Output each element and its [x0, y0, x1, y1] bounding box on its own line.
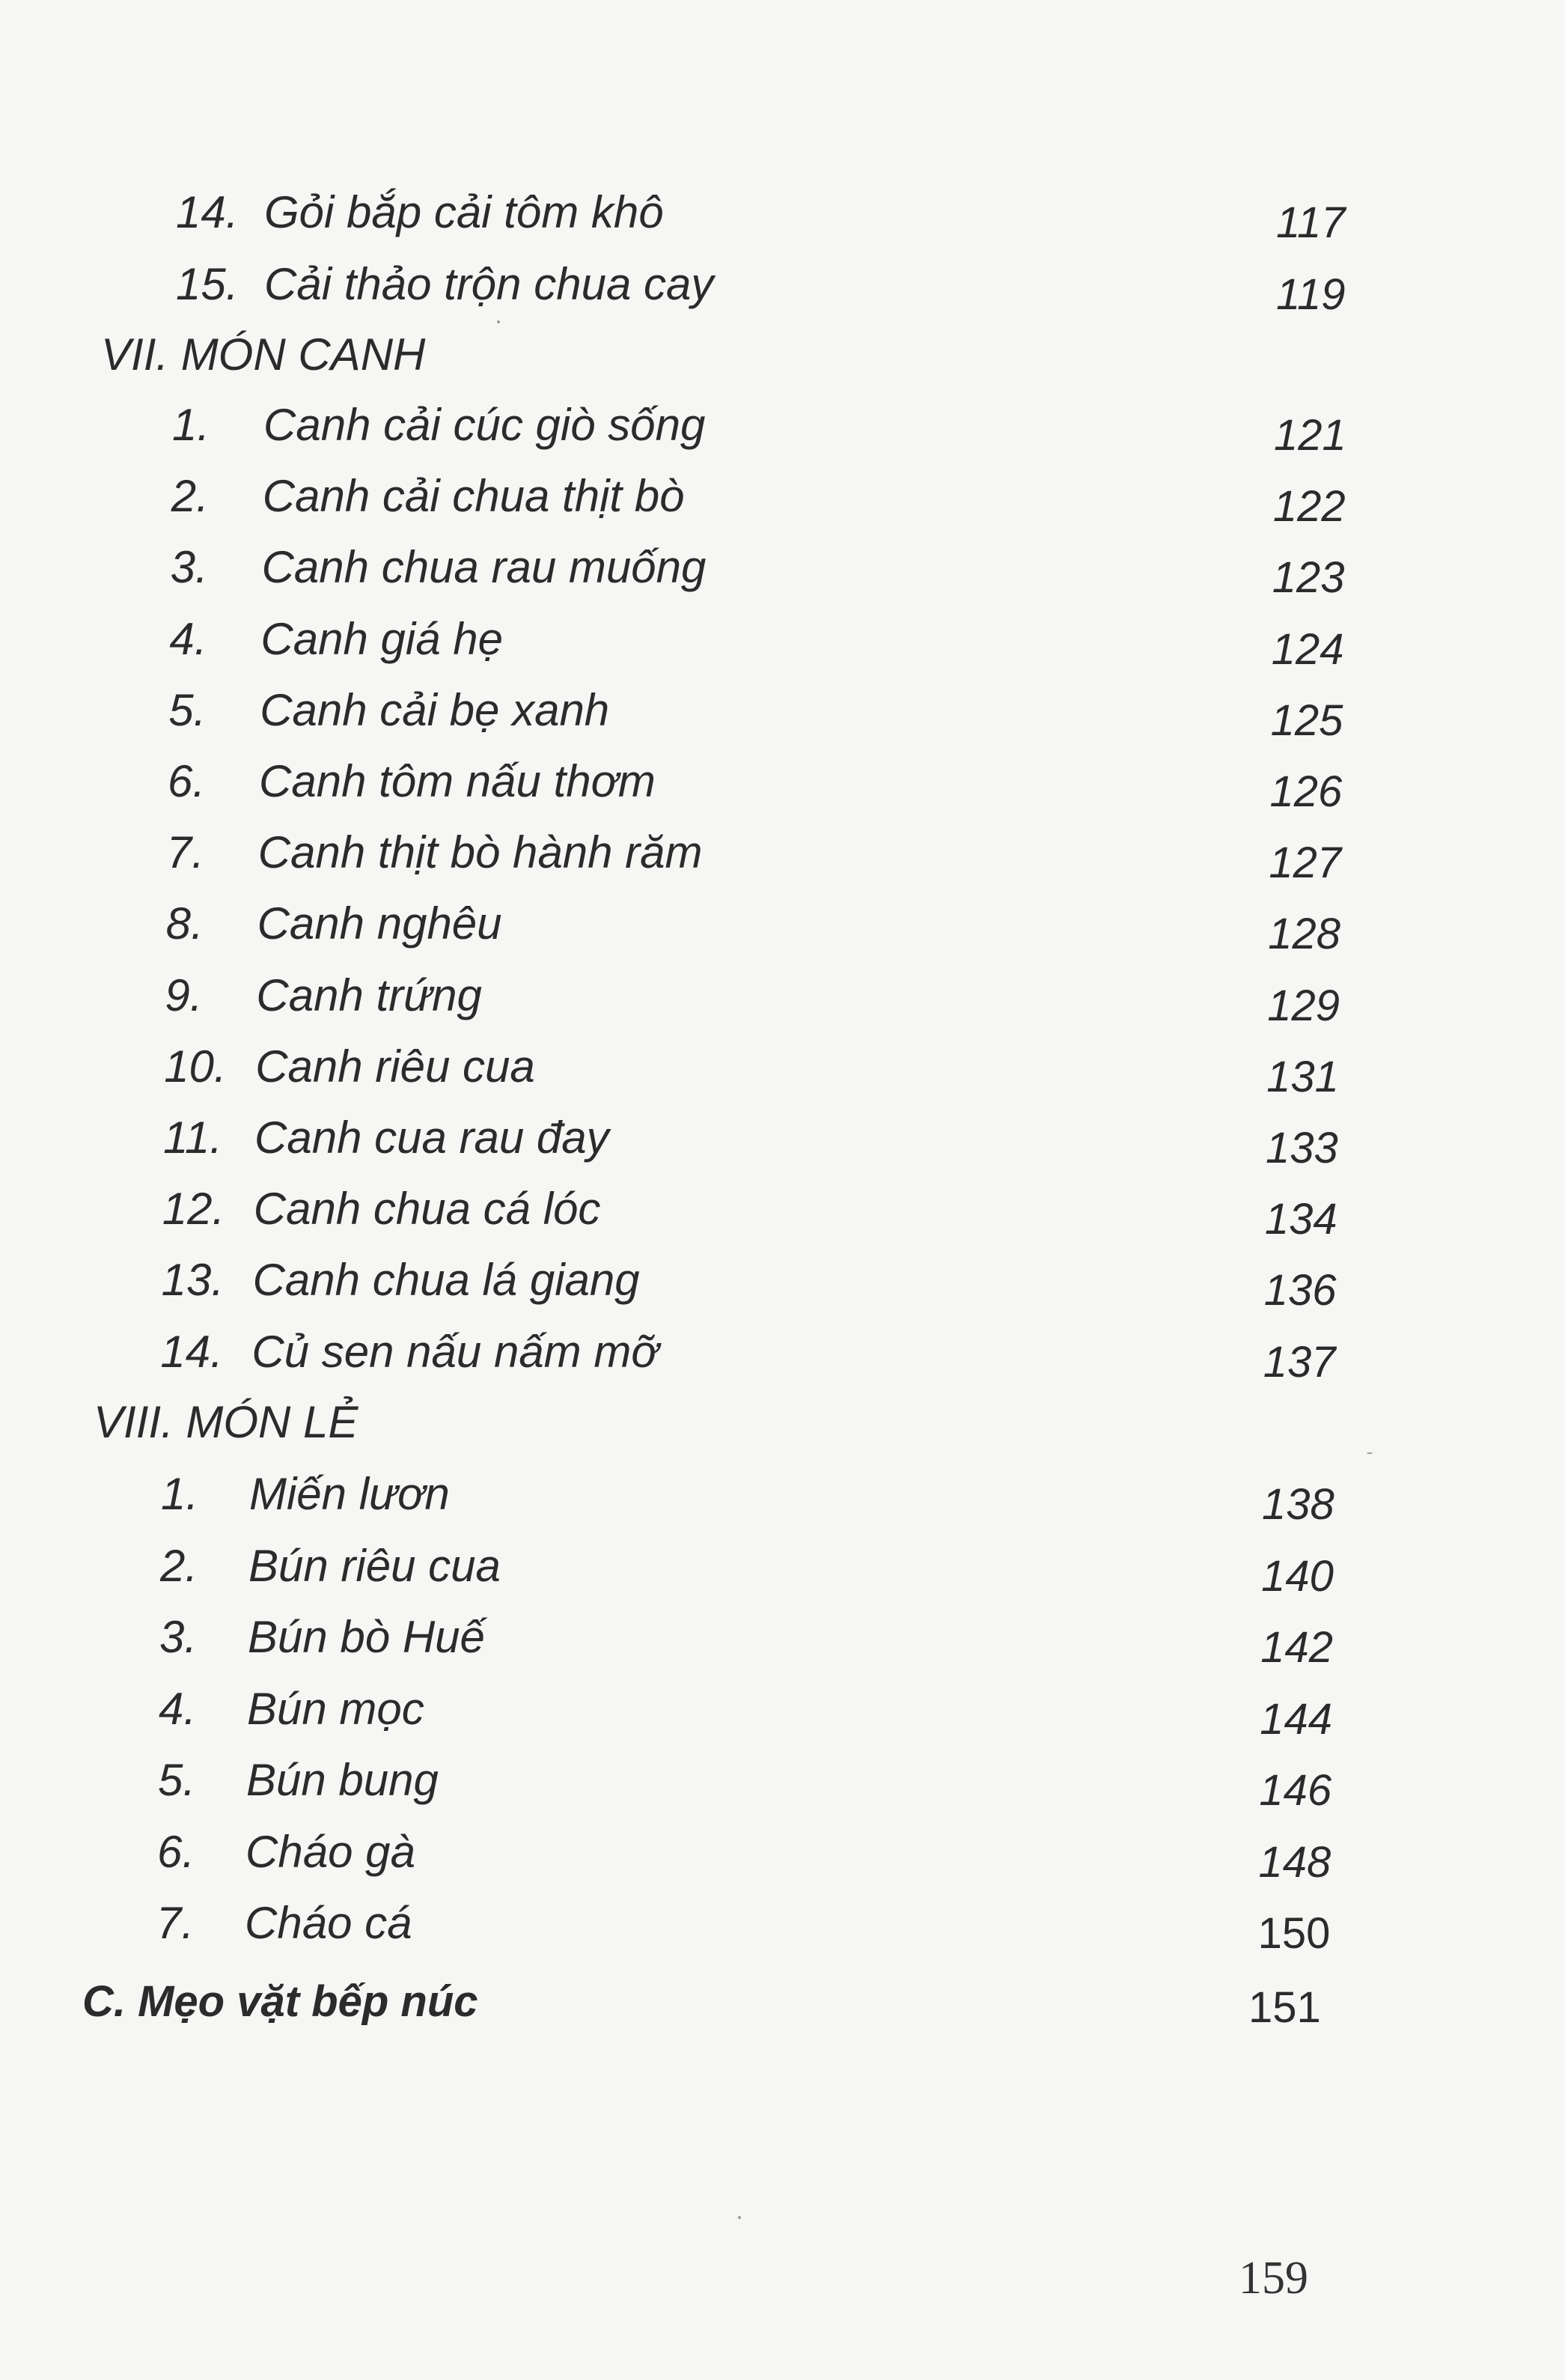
entry-title: Canh cua rau đay	[254, 1113, 609, 1163]
entry-title: Canh thịt bò hành răm	[257, 827, 703, 878]
entry-title: Canh cải chua thịt bò	[262, 471, 685, 522]
entry-number: 2.	[171, 471, 209, 522]
entry-page: 146	[1259, 1766, 1332, 1815]
paper-speck	[1367, 1452, 1373, 1454]
entry-page: 142	[1260, 1623, 1333, 1672]
entry-title: Canh giá hẹ	[260, 613, 503, 664]
entry-page: 119	[1276, 270, 1346, 319]
entry-title: Canh cải bẹ xanh	[260, 684, 610, 735]
section-heading: VII. MÓN CANH	[101, 329, 426, 380]
entry-title: Canh cải cúc giò sống	[263, 400, 706, 450]
entry-title: Bún riêu cua	[248, 1540, 501, 1591]
entry-title: Canh trứng	[256, 970, 482, 1020]
entry-number: 15.	[176, 259, 239, 309]
entry-number: 14.	[160, 1326, 223, 1377]
entry-page: 134	[1264, 1195, 1337, 1244]
entry-title: Cháo cá	[245, 1898, 412, 1948]
entry-title: Củ sen nấu nấm mỡ	[251, 1326, 659, 1377]
entry-number: 14.	[176, 187, 239, 237]
entry-number: 11.	[163, 1113, 222, 1163]
entry-page: 117	[1276, 198, 1346, 247]
entry-page: 136	[1263, 1266, 1337, 1315]
entry-title: Miến lươn	[249, 1469, 450, 1519]
entry-page: 138	[1262, 1480, 1334, 1529]
entry-title: Canh riêu cua	[255, 1041, 535, 1092]
entry-title: Cháo gà	[245, 1826, 415, 1877]
entry-number: 2.	[160, 1540, 198, 1591]
entry-title: Cải thảo trộn chua cay	[264, 259, 714, 309]
entry-page: 150	[1257, 1909, 1331, 1958]
entry-number: 10.	[164, 1041, 227, 1092]
entry-title: Canh chua cá lóc	[253, 1184, 601, 1235]
part-page: 151	[1248, 1983, 1321, 2032]
entry-number: 7.	[166, 827, 204, 878]
entry-number: 9.	[165, 970, 203, 1020]
entry-title: Canh chua rau muống	[261, 542, 707, 593]
entry-number: 6.	[168, 756, 206, 806]
entry-number: 3.	[159, 1612, 198, 1662]
entry-number: 7.	[156, 1898, 195, 1948]
part-heading: C. Mẹo vặt bếp núc	[82, 1977, 478, 2026]
entry-number: 1.	[161, 1469, 199, 1519]
entry-page: 121	[1274, 411, 1346, 460]
page-number: 159	[1239, 2253, 1308, 2304]
entry-number: 6.	[157, 1826, 195, 1877]
entry-page: 137	[1263, 1337, 1336, 1387]
entry-number: 8.	[165, 898, 204, 949]
entry-number: 13.	[161, 1255, 225, 1306]
entry-page: 144	[1260, 1694, 1333, 1744]
entry-title: Bún bò Huế	[248, 1612, 485, 1662]
entry-page: 133	[1266, 1124, 1338, 1172]
entry-page: 148	[1258, 1837, 1331, 1887]
entry-page: 128	[1268, 910, 1341, 959]
entry-number: 3.	[170, 542, 208, 593]
entry-number: 12.	[162, 1184, 225, 1235]
entry-page: 125	[1270, 696, 1343, 745]
entry-title: Canh nghêu	[257, 898, 502, 949]
entry-page: 127	[1269, 839, 1342, 888]
entry-page: 124	[1271, 624, 1344, 674]
entry-number: 1.	[172, 400, 210, 450]
entry-title: Bún mọc	[247, 1683, 424, 1734]
entry-page: 122	[1272, 482, 1346, 532]
entry-page: 129	[1267, 981, 1340, 1030]
entry-title: Canh chua lá giang	[252, 1255, 640, 1306]
section-heading: VIII. MÓN LẺ	[94, 1397, 359, 1447]
entry-number: 5.	[158, 1755, 196, 1805]
entry-title: Gỏi bắp cải tôm khô	[264, 187, 664, 237]
entry-number: 5.	[168, 684, 207, 735]
entry-page: 140	[1261, 1551, 1334, 1601]
entry-number: 4.	[169, 613, 207, 664]
entry-title: Canh tôm nấu thơm	[259, 756, 656, 806]
entry-title: Bún bung	[246, 1755, 439, 1805]
paper-speck	[497, 320, 500, 323]
entry-page: 126	[1269, 767, 1343, 816]
entry-page: 131	[1266, 1052, 1339, 1101]
entry-number: 4.	[159, 1683, 197, 1734]
paper-speck	[738, 2216, 741, 2219]
entry-page: 123	[1272, 553, 1345, 603]
